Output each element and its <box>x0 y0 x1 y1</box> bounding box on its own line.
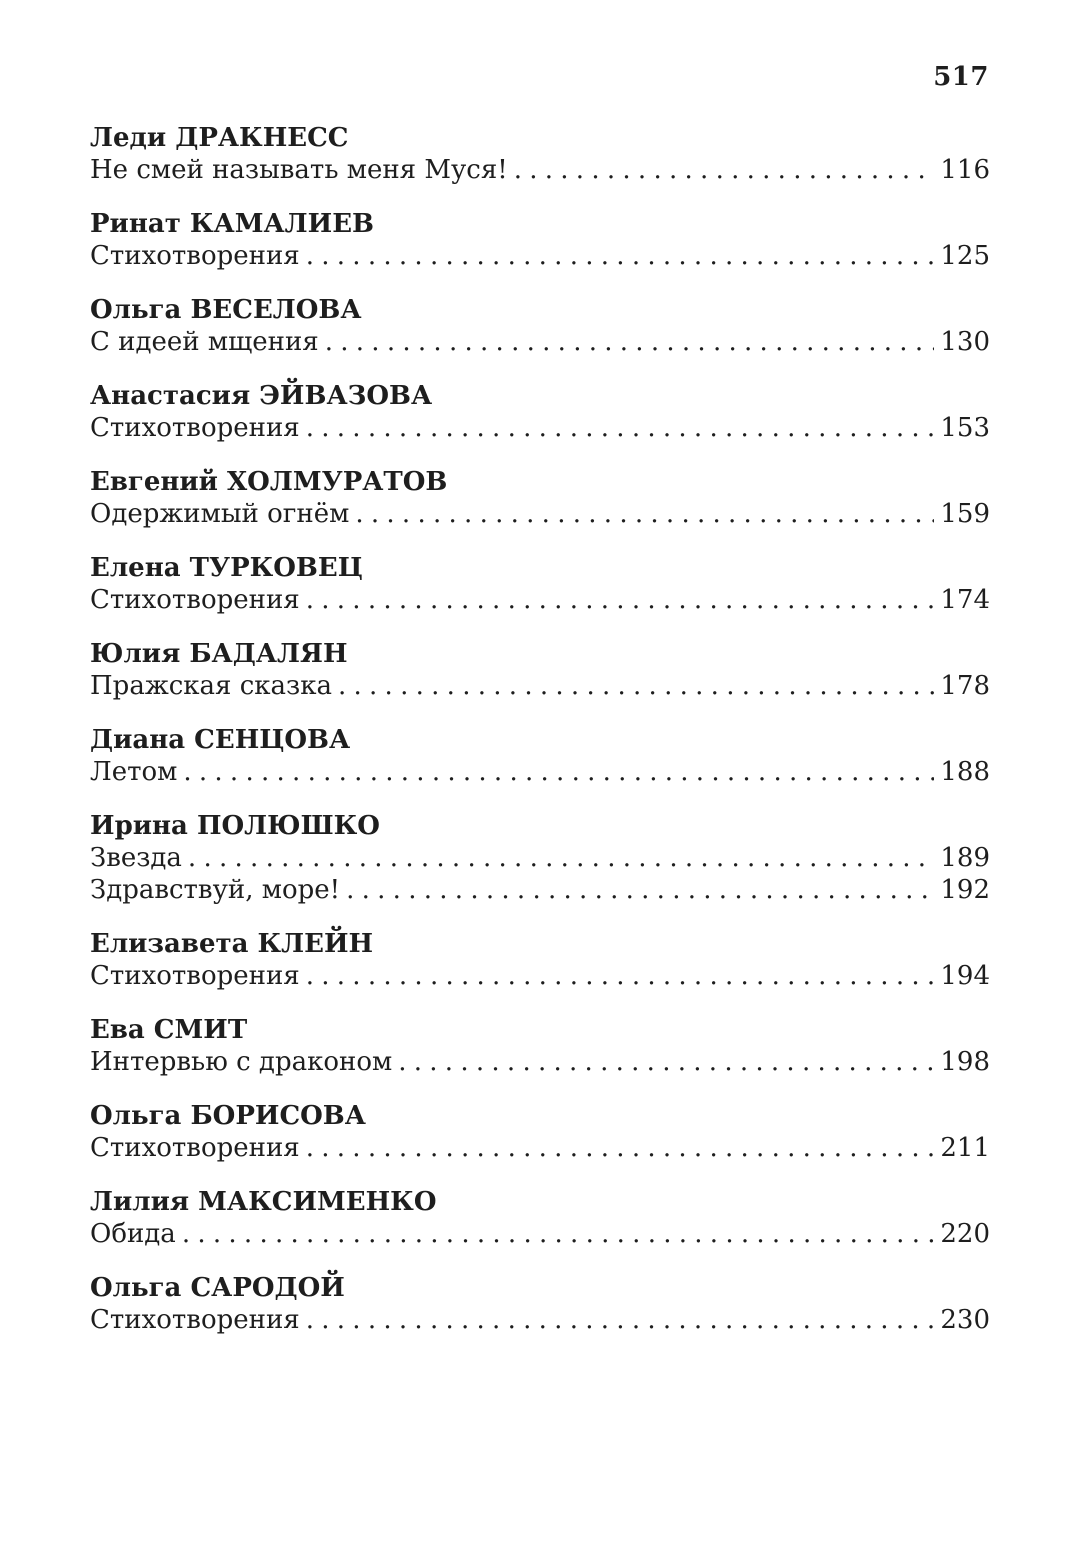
author-name: Ринат КАМАЛИЕВ <box>90 209 375 239</box>
toc-entry <box>90 380 990 444</box>
work-title: Обида <box>90 1219 176 1249</box>
work-page-number: 153 <box>940 413 990 443</box>
toc-entry <box>90 724 990 788</box>
work-line[interactable] <box>90 498 990 530</box>
author-name: Елена ТУРКОВЕЦ <box>90 553 363 583</box>
dot-leader <box>325 326 935 358</box>
work-line[interactable] <box>90 756 990 788</box>
toc-entry <box>90 1186 990 1250</box>
work-line[interactable] <box>90 670 990 702</box>
dot-leader <box>306 960 935 992</box>
work-title: Стихотворения <box>90 413 300 443</box>
work-page-number: 189 <box>940 843 990 873</box>
author-name: Ольга САРОДОЙ <box>90 1273 345 1303</box>
work-page-number: 188 <box>940 757 990 787</box>
dot-leader <box>514 154 935 186</box>
work-title: Летом <box>90 757 178 787</box>
work-page-number: 159 <box>940 499 990 529</box>
work-line[interactable] <box>90 412 990 444</box>
work-line[interactable] <box>90 842 990 874</box>
toc-entry <box>90 122 990 186</box>
author-name: Ольга БОРИСОВА <box>90 1101 366 1131</box>
work-page-number: 230 <box>940 1305 990 1335</box>
author-name: Анастасия ЭЙВАЗОВА <box>90 381 433 411</box>
toc-entry <box>90 1272 990 1336</box>
dot-leader <box>306 412 935 444</box>
work-title: Стихотворения <box>90 241 300 271</box>
work-title: Здравствуй, море! <box>90 875 341 905</box>
toc-entry <box>90 810 990 906</box>
dot-leader <box>188 842 934 874</box>
toc-entry <box>90 928 990 992</box>
author-name: Ирина ПОЛЮШКО <box>90 811 380 841</box>
dot-leader <box>338 670 934 702</box>
work-line[interactable] <box>90 154 990 186</box>
toc-entry <box>90 1100 990 1164</box>
work-title: С идеей мщения <box>90 327 319 357</box>
toc-entry <box>90 552 990 616</box>
work-title: Звезда <box>90 843 182 873</box>
work-title: Интервью с драконом <box>90 1047 393 1077</box>
dot-leader <box>306 1304 935 1336</box>
author-name: Диана СЕНЦОВА <box>90 725 351 755</box>
dot-leader <box>182 1218 935 1250</box>
dot-leader <box>306 240 935 272</box>
dot-leader <box>306 1132 935 1164</box>
work-title: Стихотворения <box>90 585 300 615</box>
table-of-contents <box>90 122 990 1358</box>
author-name: Леди ДРАКНЕСС <box>90 123 349 153</box>
work-title: Стихотворения <box>90 961 300 991</box>
work-title: Пражская сказка <box>90 671 332 701</box>
work-page-number: 178 <box>940 671 990 701</box>
work-line[interactable] <box>90 1132 990 1164</box>
author-name: Лилия МАКСИМЕНКО <box>90 1187 437 1217</box>
dot-leader <box>355 498 934 530</box>
work-line[interactable] <box>90 1046 990 1078</box>
dot-leader <box>346 874 934 906</box>
work-page-number: 220 <box>940 1219 990 1249</box>
author-name: Евгений ХОЛМУРАТОВ <box>90 467 448 497</box>
work-line[interactable] <box>90 1304 990 1336</box>
author-name: Елизавета КЛЕЙН <box>90 929 374 959</box>
work-page-number: 211 <box>940 1133 990 1163</box>
work-line[interactable] <box>90 960 990 992</box>
toc-entry <box>90 1014 990 1078</box>
work-line[interactable] <box>90 584 990 616</box>
toc-entry <box>90 208 990 272</box>
work-title: Стихотворения <box>90 1133 300 1163</box>
dot-leader <box>398 1046 934 1078</box>
toc-entry <box>90 294 990 358</box>
work-line[interactable] <box>90 1218 990 1250</box>
work-line[interactable] <box>90 240 990 272</box>
page-number: 517 <box>933 62 989 92</box>
work-page-number: 116 <box>940 155 990 185</box>
work-page-number: 130 <box>940 327 990 357</box>
author-name: Ольга ВЕСЕЛОВА <box>90 295 362 325</box>
work-page-number: 192 <box>940 875 990 905</box>
work-title: Одержимый огнём <box>90 499 350 529</box>
work-line[interactable] <box>90 326 990 358</box>
work-page-number: 125 <box>940 241 990 271</box>
work-page-number: 198 <box>940 1047 990 1077</box>
author-name: Ева СМИТ <box>90 1015 248 1045</box>
toc-entry <box>90 466 990 530</box>
work-title: Стихотворения <box>90 1305 300 1335</box>
work-title: Не смей называть меня Муся! <box>90 155 508 185</box>
dot-leader <box>306 584 935 616</box>
work-line[interactable] <box>90 874 990 906</box>
dot-leader <box>183 756 934 788</box>
work-page-number: 174 <box>940 585 990 615</box>
author-name: Юлия БАДАЛЯН <box>90 639 348 669</box>
work-page-number: 194 <box>940 961 990 991</box>
toc-entry <box>90 638 990 702</box>
